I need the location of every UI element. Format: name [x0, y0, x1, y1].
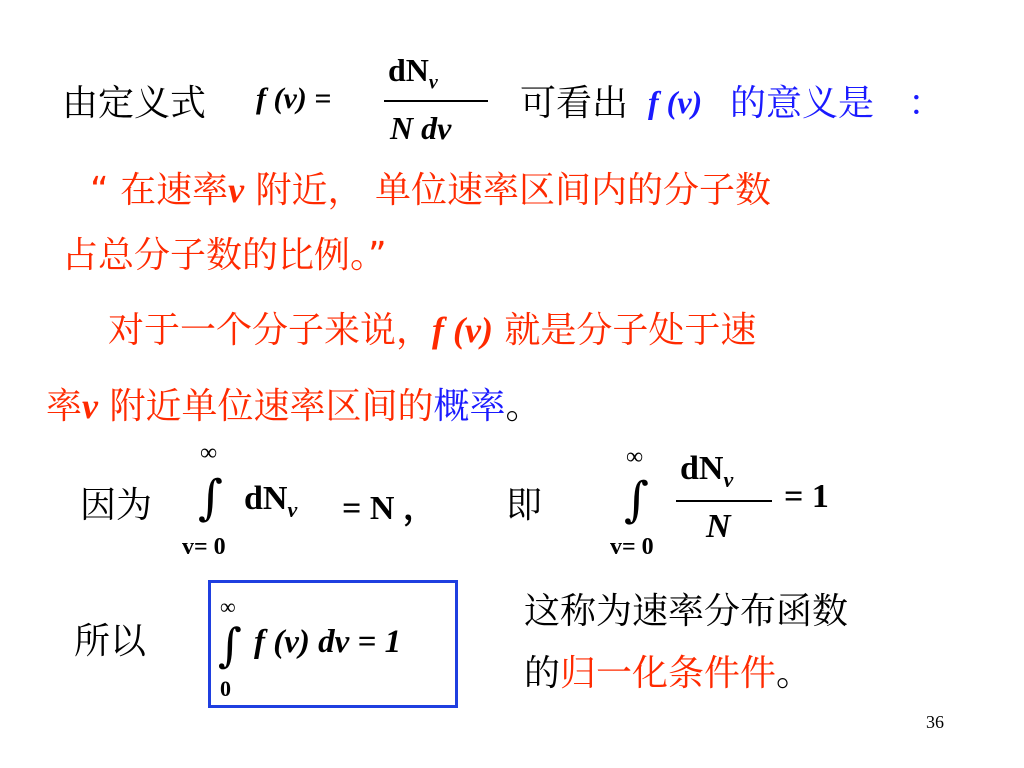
definition-meaning: 的意义是: [730, 83, 875, 124]
ie-integral-sign: ∫: [624, 472, 650, 528]
normalization-line-1: 这称为速率分布函数: [524, 591, 849, 632]
ie-fraction-denominator: N: [706, 508, 731, 545]
page-number: 36: [926, 712, 944, 732]
definition-fraction-numerator: $dN_v$: [388, 52, 438, 94]
quote-line-1: “ 在速率v 附近， 单位速率区间内的分子数: [90, 170, 771, 211]
definition-can-see: 可看出: [520, 83, 629, 124]
probability-line: 率v 附近单位速率区间的概率。: [46, 386, 542, 427]
because-integrand: $dN_v$: [244, 480, 298, 522]
definition-intro: 由定义式: [62, 83, 207, 124]
so-upper-limit: ∞: [220, 594, 236, 619]
ie-fraction-numerator: $dN_v$: [680, 450, 734, 492]
definition-fraction-bar: [384, 100, 488, 102]
ie-fraction-bar: [676, 500, 772, 502]
normalization-line-2: 的归一化条件件。: [524, 653, 813, 694]
because-label: 因为: [80, 485, 153, 526]
definition-lhs: f (v) =: [256, 82, 332, 115]
because-upper-limit: ∞: [200, 440, 218, 466]
ie-upper-limit: ∞: [626, 444, 644, 470]
so-integral-sign: ∫: [218, 618, 242, 672]
so-label: 所以: [74, 621, 147, 662]
ie-lower-limit: v= 0: [610, 534, 654, 560]
because-lower-limit: v= 0: [182, 534, 226, 560]
so-expression: f (v) dv = 1: [254, 624, 402, 660]
because-integral-sign: ∫: [198, 470, 224, 526]
ie-equals-one: = 1: [784, 478, 829, 515]
because-equals-n: = N ，: [342, 490, 437, 527]
definition-fraction-denominator: N dv: [390, 110, 452, 146]
definition-colon: ：: [908, 83, 945, 124]
quote-line-2: 占总分子数的比例。”: [62, 235, 387, 276]
so-lower-limit: 0: [220, 676, 231, 701]
definition-fv: f (v): [648, 84, 703, 120]
ie-label: 即: [506, 485, 543, 526]
molecule-line: 对于一个分子来说，f (v) 就是分子处于速: [108, 310, 757, 351]
